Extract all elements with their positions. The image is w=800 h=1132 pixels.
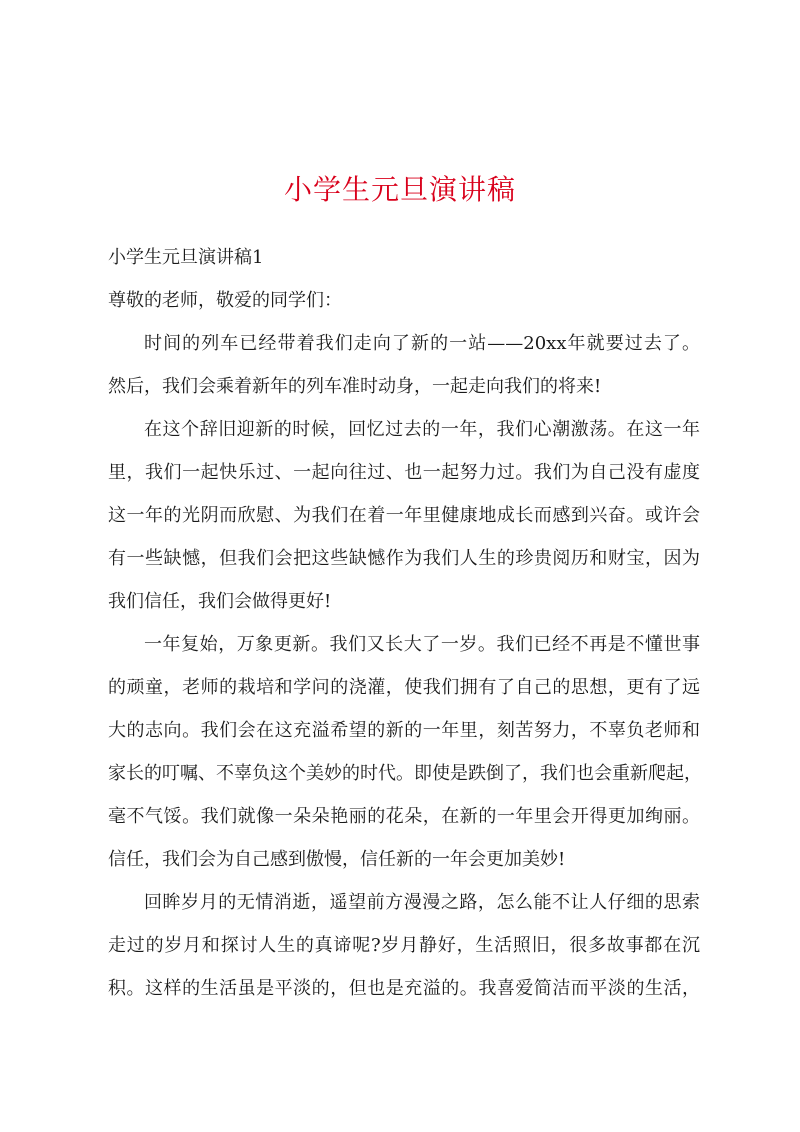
paragraph-2-line-3: 这一年的光阴而欣慰、为我们在着一年里健康地成长而感到兴奋。或许会	[108, 505, 700, 526]
paragraph-3-line-6: 信任，我们会为自己感到傲慢，信任新的一年会更加美妙!	[108, 849, 566, 870]
paragraph-4-line-3: 积。这样的生活虽是平淡的，但也是充溢的。我喜爱简洁而平淡的生活，	[108, 978, 700, 999]
paragraph-2-line-4: 有一些缺憾，但我们会把这些缺憾作为我们人生的珍贵阅历和财宝，因为	[108, 548, 700, 569]
paragraph-3-line-1: 一年复始，万象更新。我们又长大了一岁。我们已经不再是不懂世事	[144, 634, 700, 655]
document-title: 小学生元旦演讲稿	[283, 173, 516, 206]
paragraph-4-line-2: 走过的岁月和探讨人生的真谛呢?岁月静好，生活照旧，很多故事都在沉	[108, 935, 700, 956]
paragraph-3-line-5: 毫不气馁。我们就像一朵朵艳丽的花朵，在新的一年里会开得更加绚丽。	[108, 806, 700, 827]
paragraph-3-line-3: 大的志向。我们会在这充溢希望的新的一年里，刻苦努力，不辜负老师和	[108, 720, 700, 741]
paragraph-1-line-2: 然后，我们会乘着新年的列车准时动身，一起走向我们的将来!	[108, 376, 602, 397]
paragraph-2-line-5: 我们信任，我们会做得更好!	[108, 591, 332, 612]
paragraph-1-line-1: 时间的列车已经带着我们走向了新的一站——20xx年就要过去了。	[144, 333, 700, 354]
document-subtitle: 小学生元旦演讲稿1	[108, 247, 264, 268]
paragraph-4-line-1: 回眸岁月的无情消逝，遥望前方漫漫之路，怎么能不让人仔细的思索	[144, 892, 700, 913]
paragraph-3-line-2: 的顽童，老师的栽培和学问的浇灌，使我们拥有了自己的思想，更有了远	[108, 677, 700, 698]
greeting-line: 尊敬的老师，敬爱的同学们：	[108, 290, 342, 311]
paragraph-2-line-2: 里，我们一起快乐过、一起向往过、也一起努力过。我们为自己没有虚度	[108, 462, 700, 483]
paragraph-2-line-1: 在这个辞旧迎新的时候，回忆过去的一年，我们心潮激荡。在这一年	[144, 419, 700, 440]
paragraph-3-line-4: 家长的叮嘱、不辜负这个美妙的时代。即使是跌倒了，我们也会重新爬起，	[108, 763, 702, 784]
